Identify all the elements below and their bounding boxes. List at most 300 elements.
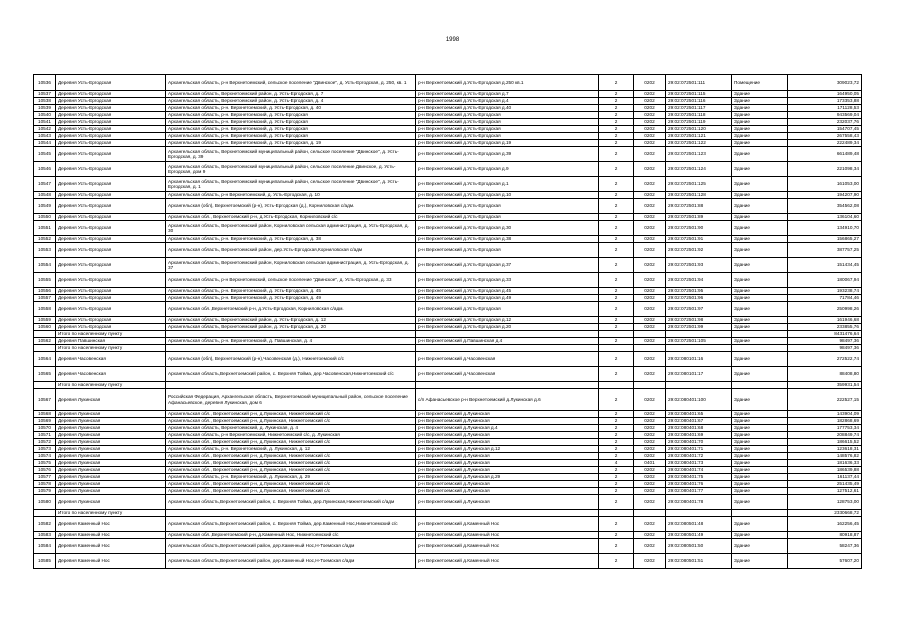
code-cell: 2 xyxy=(599,439,634,446)
location-cell: р-н Верхнетоемский д.Лукинская xyxy=(416,453,599,460)
row-id-cell: 10562 xyxy=(34,338,56,345)
row-id-cell: 10580 xyxy=(34,495,56,510)
subcode-cell: 0202 xyxy=(634,273,666,288)
code-cell: 2 xyxy=(599,352,634,367)
location-cell: р-н Верхнетоемский д.Усть-Ергодская д.38 xyxy=(416,236,599,243)
address-cell: Архангельская область, Верхнетоемский район, д. Усть-Ергодская, д. 12 xyxy=(166,317,416,324)
location-cell: р-н Верхнетоемский д.Усть-Ергодская xyxy=(416,214,599,221)
address-cell: Архангельская область,Верхнетоемский район, дер.Каменный Нос,Н-Тоемская с/адм xyxy=(166,539,416,554)
location-cell: р-н Верхнетоемский д.Лукинская xyxy=(416,411,599,418)
location-cell: р-н Верхнетоемский д.Каменный Нос xyxy=(416,532,599,539)
settlement-cell: Деревня Усть-Ергодская xyxy=(56,273,166,288)
code-cell: 2 xyxy=(599,162,634,177)
table-row xyxy=(34,352,862,367)
value-cell: 161137,44 xyxy=(788,474,862,481)
code-cell: 2 xyxy=(599,273,634,288)
object-type-cell: Здание xyxy=(732,295,788,302)
subtotal-value: 8431476,64 xyxy=(788,331,862,338)
value-cell: 222489,34 xyxy=(788,140,862,147)
location-cell: р-н Верхнетоемский д.Лукинская xyxy=(416,439,599,446)
address-cell: Архангельская область, Верхнетоемский район, д. Усть-Ергодская, д. 20 xyxy=(166,324,416,331)
location-cell: р-н Верхнетоемский д.Лукинская д.12 xyxy=(416,446,599,453)
address-cell: Архангельская область, Верхнетоемский район, д. Усть-Ергодская, д. 7 xyxy=(166,91,416,98)
code-cell: 2 xyxy=(599,119,634,126)
row-id-cell: 10552 xyxy=(34,236,56,243)
location-cell: р-н Верхнетоемский д.Усть-Ергодская д.39 xyxy=(416,147,599,162)
cadastral-number-cell: 29:02:072501:95 xyxy=(666,288,732,295)
subcode-cell: 0202 xyxy=(634,221,666,236)
table-row xyxy=(34,453,862,460)
table-row xyxy=(34,75,862,91)
object-type-cell: Здание xyxy=(732,453,788,460)
settlement-cell: Деревня Лукинская xyxy=(56,474,166,481)
row-id-cell: 10557 xyxy=(34,295,56,302)
object-type-cell: Здание xyxy=(732,147,788,162)
address-cell: Архангельская область, Верхнетоемский, д. Лукинская, д. 4 xyxy=(166,425,416,432)
cadastral-number-cell: 29:02:072501:119 xyxy=(666,119,732,126)
table-row xyxy=(34,418,862,425)
cadastral-number-cell: 29:02:080401:77 xyxy=(666,488,732,495)
object-type-cell: Здание xyxy=(732,389,788,411)
table-row xyxy=(34,91,862,98)
location-cell: р-н Верхнетоемский д.Каменный Нос xyxy=(416,517,599,532)
object-type-cell: Здание xyxy=(732,460,788,467)
code-cell: 2 xyxy=(599,389,634,411)
table-row xyxy=(34,162,862,177)
settlement-cell: Деревня Усть-Ергодская xyxy=(56,177,166,192)
subtotal-empty-cell xyxy=(666,345,732,352)
cadastral-number-cell: 29:02:080401:74 xyxy=(666,467,732,474)
address-cell: Архангельская обл., Верхнетоемский р-н, д.Лукинская, Нижнетоемский с/с xyxy=(166,453,416,460)
object-type-cell: Здание xyxy=(732,273,788,288)
table-row xyxy=(34,446,862,453)
settlement-cell: Деревня Усть-Ергодская xyxy=(56,119,166,126)
address-cell: Архангельская область,Верхнетоемский район, с. Верхняя Тойма, дер.Часовенская,Нижнетоемский с/с xyxy=(166,367,416,382)
subcode-cell: 0202 xyxy=(634,481,666,488)
subcode-cell: 0202 xyxy=(634,75,666,91)
object-type-cell: Здание xyxy=(732,133,788,140)
subcode-cell: 0202 xyxy=(634,147,666,162)
subcode-cell: 0202 xyxy=(634,119,666,126)
address-cell: Архангельская область, р-н Верхнетоемский, Нижнетоемский с/с, д. Лукинская xyxy=(166,432,416,439)
code-cell: 2 xyxy=(599,317,634,324)
subcode-cell: 0202 xyxy=(634,338,666,345)
location-cell: р-н Верхнетоемский д.Усть-Ергодская д.30 xyxy=(416,221,599,236)
object-type-cell: Здание xyxy=(732,439,788,446)
object-type-cell: Здание xyxy=(732,302,788,317)
location-cell: р-н Верхнетоемский д.Усть-Ергодская д.37 xyxy=(416,258,599,273)
address-cell: Архангельская обл.,Верхнетоемский р-н, д.Каменный Нос, Нижнетоемский с/с xyxy=(166,532,416,539)
address-cell: Архангельская область, Верхнетоемский район, дер.Усть-Ергодская,Корниловская с/адм xyxy=(166,243,416,258)
address-cell: Архангельская область, р-н. Верхнетоемский, д. Усть-Ергодская xyxy=(166,119,416,126)
row-id-cell: 10538 xyxy=(34,98,56,105)
address-cell: Архангельская область, р-н. Верхнетоемский, д. Усть-Ергодская, д. 19 xyxy=(166,140,416,147)
cadastral-number-cell: 29:02:072501:92 xyxy=(666,243,732,258)
location-cell: р-н Верхнетоемский д.Лукинская xyxy=(416,432,599,439)
table-row xyxy=(34,147,862,162)
row-id-cell: 10555 xyxy=(34,273,56,288)
subcode-cell: 0401 xyxy=(634,460,666,467)
location-cell: р-н Верхнетоемский д.Лукинская xyxy=(416,460,599,467)
row-id-cell: 10583 xyxy=(34,532,56,539)
row-id-cell: 10553 xyxy=(34,243,56,258)
address-cell: Архангельская область, р-н. Верхнетоемский, д. Усть-Ергодская xyxy=(166,126,416,133)
row-id-cell: 10584 xyxy=(34,539,56,554)
row-id-cell: 10539 xyxy=(34,105,56,112)
address-cell: Архангельская область, р-н. Верхнетоемский, д. Усть-Ергодская, д. 38 xyxy=(166,236,416,243)
table-row xyxy=(34,317,862,324)
cadastral-number-cell: 29:02:080501:49 xyxy=(666,532,732,539)
object-type-cell: Здание xyxy=(732,288,788,295)
address-cell: Архангельская область, р-н. Верхнетоемский, д. Усть-Ергодская xyxy=(166,133,416,140)
value-cell: 182868,69 xyxy=(788,418,862,425)
address-cell: Архангельская область, р-н. Верхнетоемский, д. Усть-Ергодская, д. 49 xyxy=(166,295,416,302)
address-cell: Архангельская обл., Верхнетоемский р-н, д.Лукинская, Нижнетоемский с/с xyxy=(166,481,416,488)
object-type-cell: Здание xyxy=(732,532,788,539)
location-cell: р-н Верхнетоемский д.Усть-Ергодская д.20 xyxy=(416,324,599,331)
row-id-cell: 10545 xyxy=(34,147,56,162)
code-cell: 2 xyxy=(599,532,634,539)
location-cell: р-н Верхнетоемский д.Лукинская д.29 xyxy=(416,474,599,481)
value-cell: 161946,68 xyxy=(788,317,862,324)
subcode-cell: 0202 xyxy=(634,288,666,295)
subtotal-empty-cell xyxy=(732,382,788,389)
row-id-cell: 10540 xyxy=(34,112,56,119)
location-cell: р-н Верхнетоемский д.Лукинская xyxy=(416,418,599,425)
row-id-cell: 10567 xyxy=(34,389,56,411)
row-id-cell: 10559 xyxy=(34,317,56,324)
address-cell: Архангельская обл., Верхнетоемский р-н, д.Лукинская, Нижнетоемский с/с xyxy=(166,488,416,495)
subtotal-row xyxy=(34,331,862,338)
subcode-cell: 0202 xyxy=(634,214,666,221)
code-cell: 2 xyxy=(599,474,634,481)
row-id-cell: 10556 xyxy=(34,288,56,295)
table-row xyxy=(34,214,862,221)
table-row xyxy=(34,554,862,569)
location-cell: р-н Верхнетоемский д.Каменный Нос xyxy=(416,539,599,554)
subcode-cell: 0202 xyxy=(634,140,666,147)
settlement-cell: Деревня Усть-Ергодская xyxy=(56,324,166,331)
cadastral-number-cell: 29:02:072501:98 xyxy=(666,317,732,324)
code-cell: 2 xyxy=(599,411,634,418)
code-cell: 2 xyxy=(599,75,634,91)
value-cell: 354562,08 xyxy=(788,199,862,214)
row-id-cell: 10571 xyxy=(34,432,56,439)
value-cell: 171128,53 xyxy=(788,105,862,112)
address-cell: Архангельская область, р-н. Верхнетоемский, д. Усть-Ергодская, д. 40 xyxy=(166,105,416,112)
settlement-cell: Деревня Усть-Ергодская xyxy=(56,98,166,105)
settlement-cell: Деревня Усть-Ергодская xyxy=(56,140,166,147)
subcode-cell: 0202 xyxy=(634,324,666,331)
value-cell: 186615,52 xyxy=(788,439,862,446)
row-id-cell: 10565 xyxy=(34,367,56,382)
location-cell: р-н Верхнетоемский д.Усть-Ергодская xyxy=(416,112,599,119)
object-type-cell: Здание xyxy=(732,446,788,453)
subtotal-empty-cell xyxy=(599,331,634,338)
cadastral-number-cell: 29:02:072501:96 xyxy=(666,295,732,302)
table-row xyxy=(34,532,862,539)
subtotal-empty-cell xyxy=(732,345,788,352)
table-row xyxy=(34,488,862,495)
object-type-cell: Здание xyxy=(732,517,788,532)
object-type-cell: Здание xyxy=(732,192,788,199)
value-cell: 161053,00 xyxy=(788,177,862,192)
object-type-cell: Здание xyxy=(732,243,788,258)
value-cell: 186539,88 xyxy=(788,467,862,474)
settlement-cell: Деревня Усть-Ергодская xyxy=(56,105,166,112)
address-cell: Архангельская обл., Верхнетоемский р-н, д.Усть-Ергодская, Корниловский с/с xyxy=(166,214,416,221)
value-cell: 181636,33 xyxy=(788,460,862,467)
value-cell: 134910,70 xyxy=(788,221,862,236)
subtotal-empty-cell xyxy=(166,345,416,352)
code-cell: 2 xyxy=(599,221,634,236)
value-cell: 177753,34 xyxy=(788,425,862,432)
page-number: 1998 xyxy=(445,37,460,43)
settlement-cell: Деревня Усть-Ергодская xyxy=(56,258,166,273)
object-type-cell: Здание xyxy=(732,105,788,112)
row-id-cell: 10582 xyxy=(34,517,56,532)
value-cell: 57607,20 xyxy=(788,554,862,569)
table-row xyxy=(34,367,862,382)
code-cell: 2 xyxy=(599,495,634,510)
table-row xyxy=(34,389,862,411)
location-cell: р-н Верхнетоемский д.Усть-Ергодская xyxy=(416,302,599,317)
code-cell: 2 xyxy=(599,554,634,569)
value-cell: 151434,45 xyxy=(788,258,862,273)
object-type-cell: Здание xyxy=(732,214,788,221)
row-id-cell: 10541 xyxy=(34,119,56,126)
value-cell: 232037,76 xyxy=(788,119,862,126)
settlement-cell: Деревня Усть-Ергодская xyxy=(56,243,166,258)
value-cell: 123618,31 xyxy=(788,446,862,453)
subtotal-empty-cell xyxy=(166,382,416,389)
subtotal-empty-cell xyxy=(599,345,634,352)
address-cell: Архангельская обл., Верхнетоемский р-н, д.Лукинская, Нижнетоемский с/с xyxy=(166,418,416,425)
table-row xyxy=(34,517,862,532)
table-row xyxy=(34,411,862,418)
object-type-cell: Здание xyxy=(732,432,788,439)
subtotal-empty-cell xyxy=(634,331,666,338)
subtotal-empty-cell xyxy=(634,510,666,517)
row-id-cell: 10550 xyxy=(34,214,56,221)
cadastral-number-cell: 29:02:072501:91 xyxy=(666,236,732,243)
cadastral-number-cell: 29:02:080401:65 xyxy=(666,411,732,418)
row-id-cell: 10546 xyxy=(34,162,56,177)
cadastral-number-cell: 29:02:080401:70 xyxy=(666,439,732,446)
value-cell: 148576,82 xyxy=(788,453,862,460)
subcode-cell: 0202 xyxy=(634,126,666,133)
location-cell: р-н Верхнетоемский д.Павшинская д.4 xyxy=(416,338,599,345)
settlement-cell: Деревня Каменный Нос xyxy=(56,532,166,539)
object-type-cell: Здание xyxy=(732,199,788,214)
subcode-cell: 0202 xyxy=(634,91,666,98)
address-cell: Архангельская обл., Верхнетоемский р-н, д.Лукинская, Нижнетоемский с/с xyxy=(166,411,416,418)
address-cell: Архангельская область,Верхнетоемский район, дер.Каменный Нос,Н-Тоемская с/адм xyxy=(166,554,416,569)
subtotal-label: Итого по населенному пункту xyxy=(56,382,166,389)
settlement-cell: Деревня Лукинская xyxy=(56,411,166,418)
address-cell: Архангельская область, р-н Верхнетоемский, сельское поселение "Двинское", д. Усть-Ергодская, д. 250, кв. 1 xyxy=(166,75,416,91)
code-cell: 2 xyxy=(599,367,634,382)
cadastral-number-cell: 29:02:080401:69 xyxy=(666,432,732,439)
object-type-cell: Здание xyxy=(732,539,788,554)
location-cell: р-н Верхнетоемский д.Усть-Ергодская д.33 xyxy=(416,273,599,288)
settlement-cell: Деревня Усть-Ергодская xyxy=(56,133,166,140)
subtotal-empty-cell xyxy=(732,331,788,338)
cadastral-number-cell: 29:02:072501:117 xyxy=(666,105,732,112)
code-cell: 2 xyxy=(599,288,634,295)
address-cell: Архангельская область, Верхнетоемский муниципальный район, сельское поселение "Двинское", д. Усть-Ергодская, д. 1 xyxy=(166,177,416,192)
code-cell: 2 xyxy=(599,112,634,119)
table-row xyxy=(34,474,862,481)
value-cell: 143904,09 xyxy=(788,411,862,418)
value-cell: 88408,80 xyxy=(788,367,862,382)
cadastral-number-cell: 29:02:080401:68 xyxy=(666,425,732,432)
address-cell: Российская Федерация, Архангельская область, Верхнетоемский муниципальный район, сельское поселение Афанасьевское, деревня Лукинская, дом 6 xyxy=(166,389,416,411)
location-cell: р-н Верхнетоемский д.Усть-Ергодская д.250 кв.1 xyxy=(416,75,599,91)
subtotal-spacer xyxy=(34,382,56,389)
cadastral-number-cell: 29:02:072501:125 xyxy=(666,177,732,192)
subtotal-label: Итого по населенному пункту xyxy=(56,331,166,338)
cadastral-number-cell: 29:02:080401:76 xyxy=(666,481,732,488)
table-row xyxy=(34,302,862,317)
settlement-cell: Деревня Лукинская xyxy=(56,418,166,425)
table-row xyxy=(34,338,862,345)
subcode-cell: 0202 xyxy=(634,177,666,192)
cadastral-number-cell: 29:02:072501:89 xyxy=(666,214,732,221)
cadastral-number-cell: 29:02:072501:121 xyxy=(666,133,732,140)
subcode-cell: 0202 xyxy=(634,495,666,510)
object-type-cell: Здание xyxy=(732,467,788,474)
row-id-cell: 10558 xyxy=(34,302,56,317)
settlement-cell: Деревня Усть-Ергодская xyxy=(56,75,166,91)
table-row xyxy=(34,288,862,295)
row-id-cell: 10576 xyxy=(34,467,56,474)
location-cell: р-н Верхнетоемский д.Лукинская xyxy=(416,488,599,495)
code-cell: 2 xyxy=(599,517,634,532)
row-id-cell: 10572 xyxy=(34,439,56,446)
object-type-cell: Здание xyxy=(732,140,788,147)
subtotal-empty-cell xyxy=(666,510,732,517)
row-id-cell: 10573 xyxy=(34,446,56,453)
table-row xyxy=(34,539,862,554)
subtotal-empty-cell xyxy=(666,382,732,389)
object-type-cell: Здание xyxy=(732,177,788,192)
table-row xyxy=(34,467,862,474)
settlement-cell: Деревня Лукинская xyxy=(56,446,166,453)
row-id-cell: 10547 xyxy=(34,177,56,192)
subcode-cell: 0202 xyxy=(634,517,666,532)
row-id-cell: 10549 xyxy=(34,199,56,214)
table-row xyxy=(34,273,862,288)
settlement-cell: Деревня Усть-Ергодская xyxy=(56,236,166,243)
object-type-cell: Здание xyxy=(732,367,788,382)
table-row xyxy=(34,243,862,258)
settlement-cell: Деревня Усть-Ергодская xyxy=(56,126,166,133)
code-cell: 2 xyxy=(599,488,634,495)
code-cell: 2 xyxy=(599,418,634,425)
code-cell: 2 xyxy=(599,214,634,221)
cadastral-number-cell: 29:02:080101:17 xyxy=(666,367,732,382)
row-id-cell: 10554 xyxy=(34,258,56,273)
object-type-cell: Здание xyxy=(732,474,788,481)
value-cell: 251435,49 xyxy=(788,481,862,488)
subtotal-empty-cell xyxy=(416,510,599,517)
address-cell: Архангельская (обл), Верхнетоемский (р-н),Часовенская (д.), Нижнетоемский с/с xyxy=(166,352,416,367)
value-cell: 250998,26 xyxy=(788,302,862,317)
settlement-cell: Деревня Лукинская xyxy=(56,425,166,432)
location-cell: р-н Верхнетоемский д.Часовенская xyxy=(416,367,599,382)
code-cell: 2 xyxy=(599,432,634,439)
object-type-cell: Здание xyxy=(732,324,788,331)
address-cell: Архангельская область, р-н. Верхнетоемский, д. Лукинская, д. 29 xyxy=(166,474,416,481)
subtotal-value: 98497,36 xyxy=(788,345,862,352)
subcode-cell: 0202 xyxy=(634,532,666,539)
settlement-cell: Деревня Павшинская xyxy=(56,338,166,345)
settlement-cell: Деревня Каменный Нос xyxy=(56,517,166,532)
subcode-cell: 0202 xyxy=(634,453,666,460)
cadastral-number-cell: 29:02:072501:122 xyxy=(666,140,732,147)
cadastral-number-cell: 29:02:072501:115 xyxy=(666,91,732,98)
location-cell: р-н Верхнетоемский д.Лукинская xyxy=(416,495,599,510)
value-cell: 173353,88 xyxy=(788,98,862,105)
code-cell: 2 xyxy=(599,539,634,554)
subcode-cell: 0202 xyxy=(634,411,666,418)
cadastral-number-cell: 29:02:080401:78 xyxy=(666,495,732,510)
registry-table xyxy=(33,74,862,569)
settlement-cell: Деревня Часовенская xyxy=(56,367,166,382)
subcode-cell: 0202 xyxy=(634,243,666,258)
settlement-cell: Деревня Усть-Ергодская xyxy=(56,302,166,317)
object-type-cell: Здание xyxy=(732,488,788,495)
object-type-cell: Здание xyxy=(732,317,788,324)
settlement-cell: Деревня Лукинская xyxy=(56,439,166,446)
subcode-cell: 0202 xyxy=(634,317,666,324)
address-cell: Архангельская (обл), Верхнетоемский (р-н), Усть-Ергодская (д.), Корниловская с/адм. xyxy=(166,199,416,214)
object-type-cell: Здание xyxy=(732,119,788,126)
cadastral-number-cell: 29:02:072501:118 xyxy=(666,112,732,119)
value-cell: 156865,27 xyxy=(788,236,862,243)
cadastral-number-cell: 29:02:072501:116 xyxy=(666,98,732,105)
object-type-cell: Здание xyxy=(732,554,788,569)
subtotal-label: Итого по населенному пункту xyxy=(56,510,166,517)
cadastral-number-cell: 29:02:080401:71 xyxy=(666,446,732,453)
code-cell: 2 xyxy=(599,295,634,302)
value-cell: 233855,76 xyxy=(788,324,862,331)
subcode-cell: 0202 xyxy=(634,488,666,495)
settlement-cell: Деревня Лукинская xyxy=(56,453,166,460)
location-cell: р-н Верхнетоемский д.Усть-Ергодская д.4 xyxy=(416,98,599,105)
subcode-cell: 0202 xyxy=(634,199,666,214)
value-cell: 661489,48 xyxy=(788,147,862,162)
row-id-cell: 10564 xyxy=(34,352,56,367)
row-id-cell: 10536 xyxy=(34,75,56,91)
subcode-cell: 0202 xyxy=(634,295,666,302)
value-cell: 136104,60 xyxy=(788,214,862,221)
settlement-cell: Деревня Лукинская xyxy=(56,389,166,411)
settlement-cell: Деревня Часовенская xyxy=(56,352,166,367)
cadastral-number-cell: 29:02:072501:88 xyxy=(666,199,732,214)
subtotal-value: 359931,54 xyxy=(788,382,862,389)
address-cell: Архангельская область, р-н. Верхнетоемский, д. Усть-Ергодская xyxy=(166,112,416,119)
object-type-cell: Здание xyxy=(732,338,788,345)
subcode-cell: 0202 xyxy=(634,98,666,105)
cadastral-number-cell: 29:02:080501:51 xyxy=(666,554,732,569)
settlement-cell: Деревня Лукинская xyxy=(56,432,166,439)
address-cell: Архангельская область, Верхнетоемский район, Корниловская сельская администрация, д. Усть-Ергодская, д. 30 xyxy=(166,221,416,236)
settlement-cell: Деревня Усть-Ергодская xyxy=(56,199,166,214)
code-cell: 2 xyxy=(599,302,634,317)
subtotal-empty-cell xyxy=(599,382,634,389)
